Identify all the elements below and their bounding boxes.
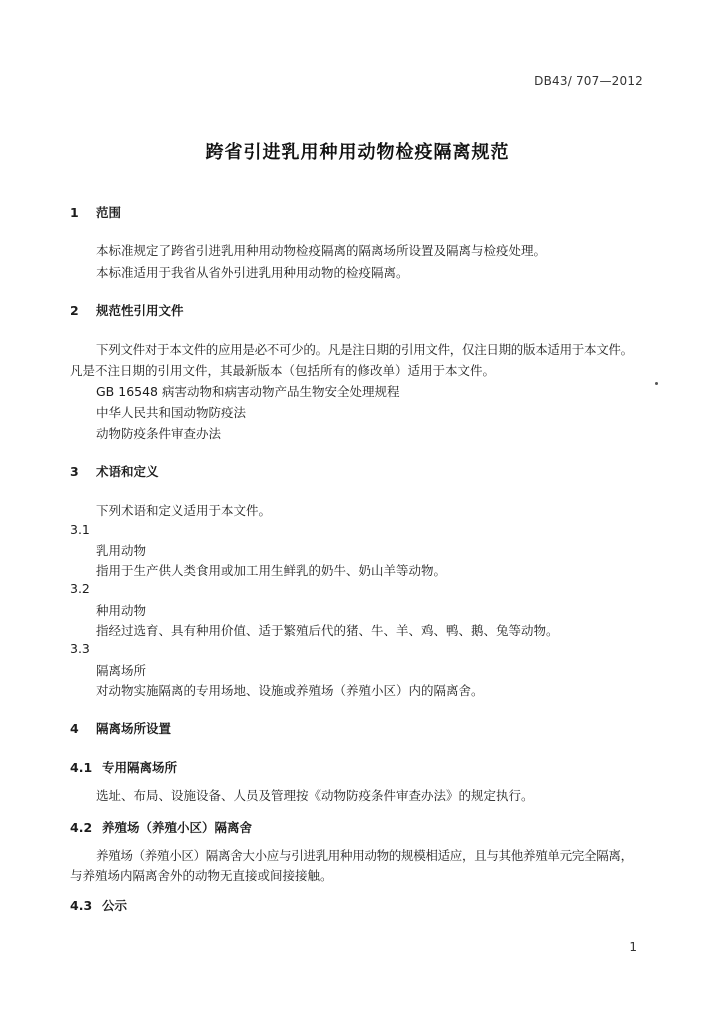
scan-speck [655,382,658,385]
term-name: 种用动物 [96,603,147,618]
reference-item: 中华人民共和国动物防疫法 [96,405,247,420]
section-number: 1 [70,205,79,220]
reference-item: 动物防疫条件审查办法 [96,426,222,441]
subsection-number: 4.1 [70,760,93,775]
subsection-4-1-text: 选址、布局、设施设备、人员及管理按《动物防疫条件审查办法》的规定执行。 [96,788,534,803]
subsection-title: 公示 [102,898,128,913]
section-3-heading [70,462,159,480]
standard-number: DB43/ 707—2012 [534,74,643,88]
subsection-4-2-text-line: 与养殖场内隔离舍外的动物无直接或间接接触。 [70,868,333,883]
term-definition: 指用于生产供人类食用或加工用生鲜乳的奶牛、奶山羊等动物。 [96,563,447,578]
section-2-intro-line: 下列文件对于本文件的应用是必不可少的。凡是注日期的引用文件，仅注日期的版本适用于本文件。 [96,342,633,357]
subsection-title: 养殖场（养殖小区）隔离舍 [102,820,253,835]
subsection-4-1-heading [70,758,177,776]
section-title: 术语和定义 [96,464,159,479]
term-number: 3.3 [70,641,90,656]
section-1-paragraph: 本标准适用于我省从省外引进乳用种用动物的检疫隔离。 [96,265,409,280]
document-title: 跨省引进乳用种用动物检疫隔离规范 [205,142,510,163]
subsection-4-2-text-line: 养殖场（养殖小区）隔离舍大小应与引进乳用种用动物的规模相适应，且与其他养殖单元完全隔离， [96,848,633,863]
term-definition: 指经过选育、具有种用价值、适于繁殖后代的猪、牛、羊、鸡、鸭、鹅、兔等动物。 [96,623,559,638]
section-2-intro-line: 凡是不注日期的引用文件，其最新版本（包括所有的修改单）适用于本文件。 [70,363,496,378]
term-name: 隔离场所 [96,663,147,678]
section-1-paragraph: 本标准规定了跨省引进乳用种用动物检疫隔离的隔离场所设置及隔离与检疫处理。 [96,243,547,258]
section-2-heading [70,301,184,319]
section-title: 规范性引用文件 [96,303,184,318]
subsection-4-3-heading [70,896,127,914]
reference-item: GB 16548 病害动物和病害动物产品生物安全处理规程 [96,384,400,399]
term-name: 乳用动物 [96,543,147,558]
section-number: 4 [70,721,79,736]
term-definition: 对动物实施隔离的专用场地、设施或养殖场（养殖小区）内的隔离舍。 [96,683,484,698]
subsection-number: 4.3 [70,898,93,913]
section-1-heading [70,203,121,221]
section-4-heading [70,719,171,737]
term-number: 3.1 [70,522,90,537]
subsection-title: 专用隔离场所 [102,760,178,775]
section-number: 3 [70,464,79,479]
section-title: 范围 [96,205,122,220]
section-title: 隔离场所设置 [96,721,172,736]
subsection-number: 4.2 [70,820,93,835]
section-number: 2 [70,303,79,318]
subsection-4-2-heading [70,818,252,836]
page-number: 1 [629,940,637,954]
term-number: 3.2 [70,581,90,596]
section-3-intro: 下列术语和定义适用于本文件。 [96,503,272,518]
